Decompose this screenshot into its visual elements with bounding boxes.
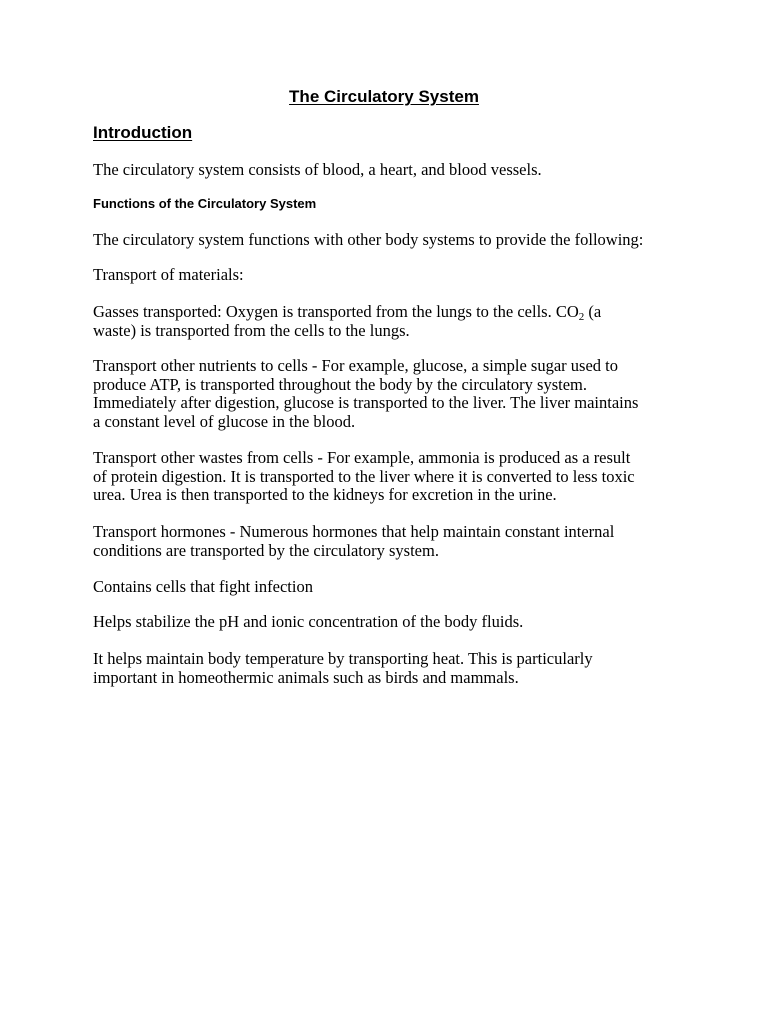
intro-paragraph [93,161,683,180]
functions-heading: Functions of the Circulatory System [93,196,317,211]
nutrients-paragraph [93,357,683,431]
intro-line: The circulatory system consists of blood, a heart, and blood vessels. [93,160,542,179]
gasses-line-1-text: Gasses transported: Oxygen is transported from the lungs to the cells. CO [93,302,579,321]
transport-heading-paragraph [93,266,683,285]
section-heading-introduction: Introduction [93,123,193,142]
gasses-line-1-tail: (a [584,302,602,321]
functions-intro-paragraph [93,231,683,250]
transport-heading-line: Transport of materials: [93,265,244,284]
nutrients-line: Immediately after digestion, glucose is transported to the liver. The liver maintains [93,393,639,412]
wastes-paragraph [93,449,683,505]
document-title: The Circulatory System [289,87,479,106]
gasses-line-2: waste) is transported from the cells to the lungs. [93,320,410,340]
infection-paragraph [93,578,683,597]
hormones-paragraph [93,523,683,560]
nutrients-line: produce ATP, is transported throughout the body by the circulatory system. [93,374,588,394]
co2-subscript: 2 [578,311,585,323]
wastes-line: urea. Urea is then transported to the kidneys for excretion in the urine. [93,485,557,504]
ph-line: Helps stabilize the pH and ionic concentration of the body fluids. [93,612,524,631]
temperature-line: It helps maintain body temperature by transporting heat. This is particularly [93,649,593,668]
wastes-line: of protein digestion. It is transported to the liver where it is converted to less toxic [93,466,635,486]
infection-line: Contains cells that fight infection [93,577,313,596]
temperature-paragraph [93,650,683,687]
hormones-line: conditions are transported by the circulatory system. [93,540,439,560]
temperature-line: important in homeothermic animals such as birds and mammals. [93,667,519,687]
hormones-line: Transport hormones - Numerous hormones that help maintain constant internal [93,522,615,541]
gasses-line-1 [93,303,683,322]
ph-paragraph [93,613,683,632]
gasses-paragraph [93,303,683,340]
wastes-line: Transport other wastes from cells - For example, ammonia is produced as a result [93,448,631,467]
nutrients-line: Transport other nutrients to cells - For example, glucose, a simple sugar used to [93,356,619,375]
nutrients-line: a constant level of glucose in the blood. [93,411,356,431]
functions-intro-line: The circulatory system functions with other body systems to provide the following: [93,230,644,249]
